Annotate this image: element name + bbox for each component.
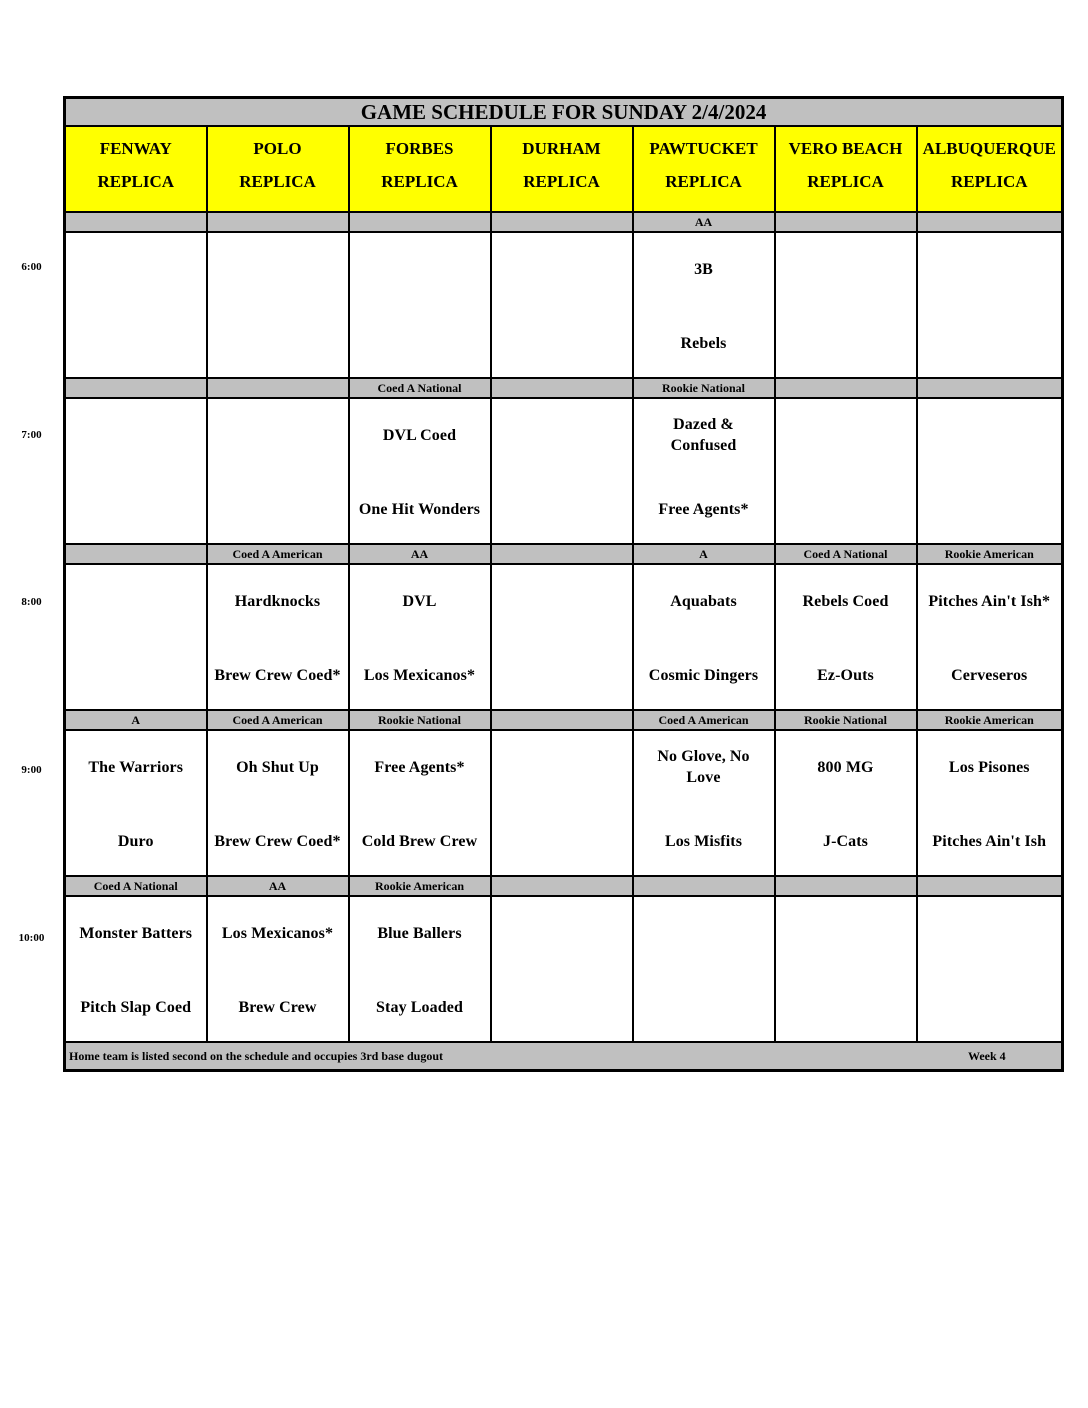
game-cell <box>917 896 1063 1042</box>
game-cell <box>207 564 349 710</box>
home-team <box>66 319 206 367</box>
away-team <box>492 743 632 791</box>
division-label <box>775 212 917 232</box>
away-team <box>66 245 206 293</box>
venue-subtitle: REPLICA <box>523 172 600 191</box>
home-team <box>776 485 916 533</box>
division-label <box>917 876 1063 896</box>
home-team <box>492 651 632 699</box>
schedule-title: GAME SCHEDULE FOR SUNDAY 2/4/2024 <box>65 98 1063 127</box>
away-team: No Glove, No Love <box>657 748 750 786</box>
time-slot-label: 6:00 <box>21 261 42 273</box>
venue-subtitle: REPLICA <box>665 172 742 191</box>
game-cell <box>633 730 775 876</box>
home-team: Duro <box>117 832 154 850</box>
home-team: Los Misfits <box>664 832 743 850</box>
division-label: Coed A National <box>349 378 491 398</box>
venue-name: VERO BEACH <box>788 139 903 158</box>
home-team: Stay Loaded <box>376 998 463 1016</box>
game-cell <box>491 232 633 378</box>
home-team <box>918 983 1062 1031</box>
away-team <box>350 245 490 293</box>
home-team <box>66 485 206 533</box>
away-team <box>918 245 1062 293</box>
game-cell <box>349 564 491 710</box>
venue-subtitle: REPLICA <box>239 172 316 191</box>
game-cell <box>775 564 917 710</box>
home-team: Cosmic Dingers <box>648 666 759 684</box>
venue-header <box>65 126 207 212</box>
game-cell <box>207 730 349 876</box>
home-team <box>208 485 348 533</box>
home-team <box>918 319 1062 367</box>
home-team: Brew Crew Coed* <box>214 666 341 684</box>
away-team: Oh Shut Up <box>236 758 319 776</box>
game-cell <box>65 730 207 876</box>
division-label: Rookie American <box>917 710 1063 730</box>
away-team: Free Agents* <box>374 758 465 776</box>
home-team: Free Agents* <box>658 500 749 518</box>
home-team: Brew Crew Coed* <box>214 832 341 850</box>
venue-name: FORBES <box>385 139 454 158</box>
home-team: Cerveseros <box>951 666 1028 684</box>
home-team <box>66 651 206 699</box>
division-label <box>775 876 917 896</box>
away-team <box>776 245 916 293</box>
division-row <box>65 378 1063 398</box>
game-cell <box>775 730 917 876</box>
game-cell <box>65 564 207 710</box>
away-team <box>492 577 632 625</box>
game-cell <box>491 564 633 710</box>
home-team: Brew Crew <box>238 998 317 1016</box>
home-team: Pitches Ain't Ish <box>932 832 1047 850</box>
division-label: A <box>633 544 775 564</box>
game-cell <box>917 398 1063 544</box>
division-row <box>65 710 1063 730</box>
venue-header <box>491 126 633 212</box>
division-label: AA <box>349 544 491 564</box>
game-cell <box>775 232 917 378</box>
venue-header <box>349 126 491 212</box>
footer-cell <box>65 1042 1063 1071</box>
time-slot-label: 8:00 <box>21 596 42 608</box>
away-team <box>776 909 916 957</box>
venue-name: DURHAM <box>522 139 601 158</box>
game-cell <box>207 232 349 378</box>
away-team <box>918 411 1062 459</box>
division-label <box>65 378 207 398</box>
away-team: Blue Ballers <box>377 924 462 942</box>
away-team <box>634 909 774 957</box>
venue-subtitle: REPLICA <box>807 172 884 191</box>
away-team <box>66 577 206 625</box>
division-row <box>65 212 1063 232</box>
division-label <box>65 212 207 232</box>
home-team: Cold Brew Crew <box>361 832 478 850</box>
away-team: Los Pisones <box>948 758 1030 776</box>
division-label <box>207 212 349 232</box>
home-team <box>492 817 632 865</box>
home-team: Ez-Outs <box>817 666 874 684</box>
game-cell <box>917 564 1063 710</box>
division-row <box>65 876 1063 896</box>
venue-header <box>917 126 1063 212</box>
division-label <box>491 876 633 896</box>
home-team: Los Mexicanos* <box>363 666 476 684</box>
division-label <box>491 378 633 398</box>
home-team-note: Home team is listed second on the schedule and occupies 3rd base dugout <box>69 1049 444 1063</box>
schedule-table <box>63 96 1064 1072</box>
time-slot-label: 9:00 <box>21 764 42 776</box>
home-team <box>492 485 632 533</box>
away-team: Dazed & Confused <box>670 416 737 454</box>
week-label: Week 4 <box>968 1049 1006 1063</box>
home-team <box>918 485 1062 533</box>
venue-header <box>633 126 775 212</box>
division-label: Coed A National <box>65 876 207 896</box>
game-cell <box>633 896 775 1042</box>
away-team: Monster Batters <box>79 924 193 942</box>
footer-row <box>65 1042 1063 1071</box>
home-team: Rebels <box>680 334 727 352</box>
time-slot-label: 10:00 <box>18 932 45 944</box>
home-team: J-Cats <box>822 832 869 850</box>
division-label: Rookie National <box>775 710 917 730</box>
division-label: Rookie National <box>349 710 491 730</box>
division-label <box>207 378 349 398</box>
home-team <box>776 983 916 1031</box>
away-team <box>208 245 348 293</box>
game-cell <box>349 730 491 876</box>
division-label <box>491 212 633 232</box>
division-label <box>917 212 1063 232</box>
game-cell <box>633 398 775 544</box>
away-team: Los Mexicanos* <box>221 924 334 942</box>
division-label <box>491 710 633 730</box>
game-cell <box>917 232 1063 378</box>
game-cell <box>917 730 1063 876</box>
division-label: Coed A National <box>775 544 917 564</box>
away-team <box>66 411 206 459</box>
game-cell <box>775 896 917 1042</box>
game-row <box>65 730 1063 876</box>
game-cell <box>65 398 207 544</box>
division-label <box>775 378 917 398</box>
venue-subtitle: REPLICA <box>97 172 174 191</box>
away-team <box>492 909 632 957</box>
venue-name: ALBUQUERQUE <box>922 139 1056 158</box>
home-team: One Hit Wonders <box>358 500 481 518</box>
venue-subtitle: REPLICA <box>951 172 1028 191</box>
away-team: DVL <box>402 592 437 610</box>
division-label <box>633 876 775 896</box>
away-team: Pitches Ain't Ish* <box>928 592 1051 610</box>
game-row <box>65 896 1063 1042</box>
division-label: Rookie American <box>349 876 491 896</box>
game-cell <box>65 232 207 378</box>
home-team <box>492 983 632 1031</box>
game-cell <box>491 730 633 876</box>
away-team: Rebels Coed <box>802 592 889 610</box>
game-cell <box>349 398 491 544</box>
game-cell <box>633 232 775 378</box>
game-row <box>65 398 1063 544</box>
venue-name: PAWTUCKET <box>649 139 758 158</box>
away-team: The Warriors <box>88 758 184 776</box>
division-label <box>917 378 1063 398</box>
away-team: 3B <box>694 260 713 278</box>
venue-name: FENWAY <box>99 139 172 158</box>
division-label: AA <box>633 212 775 232</box>
division-label <box>65 544 207 564</box>
away-team <box>492 411 632 459</box>
away-team: DVL Coed <box>382 426 457 444</box>
away-team <box>918 909 1062 957</box>
game-cell <box>349 232 491 378</box>
game-cell <box>491 896 633 1042</box>
division-label: Coed A American <box>207 544 349 564</box>
division-label: Rookie National <box>633 378 775 398</box>
game-cell <box>633 564 775 710</box>
home-team: Pitch Slap Coed <box>80 998 192 1016</box>
home-team <box>208 319 348 367</box>
game-cell <box>349 896 491 1042</box>
away-team <box>492 245 632 293</box>
home-team <box>350 319 490 367</box>
away-team <box>776 411 916 459</box>
venue-subtitle: REPLICA <box>381 172 458 191</box>
away-team: 800 MG <box>817 758 874 776</box>
away-team: Aquabats <box>670 592 737 610</box>
venue-header <box>775 126 917 212</box>
division-label: Rookie American <box>917 544 1063 564</box>
home-team <box>776 319 916 367</box>
division-label: Coed A American <box>633 710 775 730</box>
division-label <box>491 544 633 564</box>
game-cell <box>207 896 349 1042</box>
division-label: AA <box>207 876 349 896</box>
away-team <box>208 411 348 459</box>
game-cell <box>775 398 917 544</box>
game-row <box>65 232 1063 378</box>
division-label <box>349 212 491 232</box>
division-label: Coed A American <box>207 710 349 730</box>
home-team <box>492 319 632 367</box>
game-cell <box>207 398 349 544</box>
division-label: A <box>65 710 207 730</box>
time-slot-label: 7:00 <box>21 429 42 441</box>
game-cell <box>491 398 633 544</box>
division-row <box>65 544 1063 564</box>
game-cell <box>65 896 207 1042</box>
game-row <box>65 564 1063 710</box>
venue-name: POLO <box>253 139 302 158</box>
away-team: Hardknocks <box>234 592 321 610</box>
home-team <box>634 983 774 1031</box>
venue-header-row <box>65 126 1063 212</box>
venue-header <box>207 126 349 212</box>
